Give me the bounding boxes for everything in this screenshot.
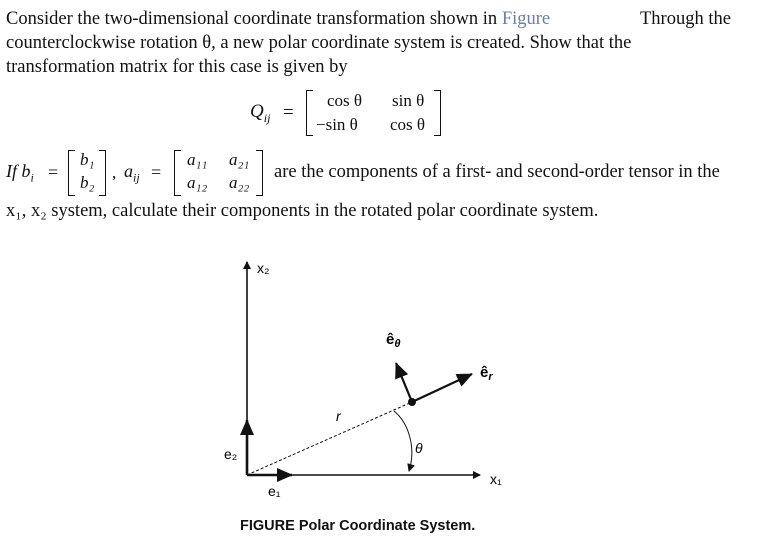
theta-arc — [394, 411, 412, 471]
a-m12: a₁₂ — [187, 173, 208, 192]
etheta-vector — [396, 363, 412, 402]
figure-caption — [240, 518, 475, 534]
comma: , — [112, 163, 117, 182]
problem-line-2: counterclockwise rotation θ, a new polar coordinate system is created. Show that the — [6, 33, 632, 53]
e1-label: e₁ — [268, 483, 281, 499]
x2-label: x₂ — [257, 260, 270, 276]
b-equals: = — [48, 162, 59, 182]
er-vector — [412, 374, 472, 402]
caption-text: Polar Coordinate System. — [298, 518, 476, 534]
radius-line — [247, 402, 412, 475]
e2-label: e₂ — [224, 446, 238, 462]
q-m22: cos θ — [390, 115, 426, 134]
q-m12: sin θ — [392, 91, 425, 110]
a-m22: a₂₂ — [229, 173, 250, 192]
problem-line-3: transformation matrix for this case is given by — [6, 57, 348, 77]
theta-label: θ — [415, 440, 423, 456]
line1-tail-text: Through the — [640, 9, 731, 29]
x1-label: x₁ — [490, 471, 502, 487]
problem-line-4-tail: are the components of a first- and second-order tensor in the — [274, 162, 720, 182]
figure-reference-link[interactable]: Figure — [501, 9, 551, 29]
q-equals: = — [283, 102, 294, 123]
q-m11: cos θ — [327, 91, 363, 110]
b-2: b₂ — [80, 173, 95, 192]
a-m21: a₂₁ — [229, 150, 250, 169]
b-1: b₁ — [80, 150, 95, 169]
problem-line-5: x₁, x₂ system, calculate their components in the rotated polar coordinate system. — [6, 201, 599, 221]
if-b-label: If $b_i$ — [6, 161, 34, 185]
a-label: $a_{ij}$ — [124, 161, 140, 185]
r-label: r — [336, 408, 341, 424]
er-label: $ê_r$ — [480, 364, 493, 383]
etheta-label: $ê_\theta$ — [386, 331, 401, 350]
q-label: $Q_{ij}$ — [250, 101, 271, 125]
a-equals: = — [151, 162, 162, 182]
caption-label: FIGURE — [240, 518, 295, 534]
q-m21: −sin θ — [316, 115, 358, 134]
a-m11: a₁₁ — [187, 150, 208, 169]
line1-text: Consider the two-dimensional coordinate transformation shown in — [6, 9, 502, 29]
